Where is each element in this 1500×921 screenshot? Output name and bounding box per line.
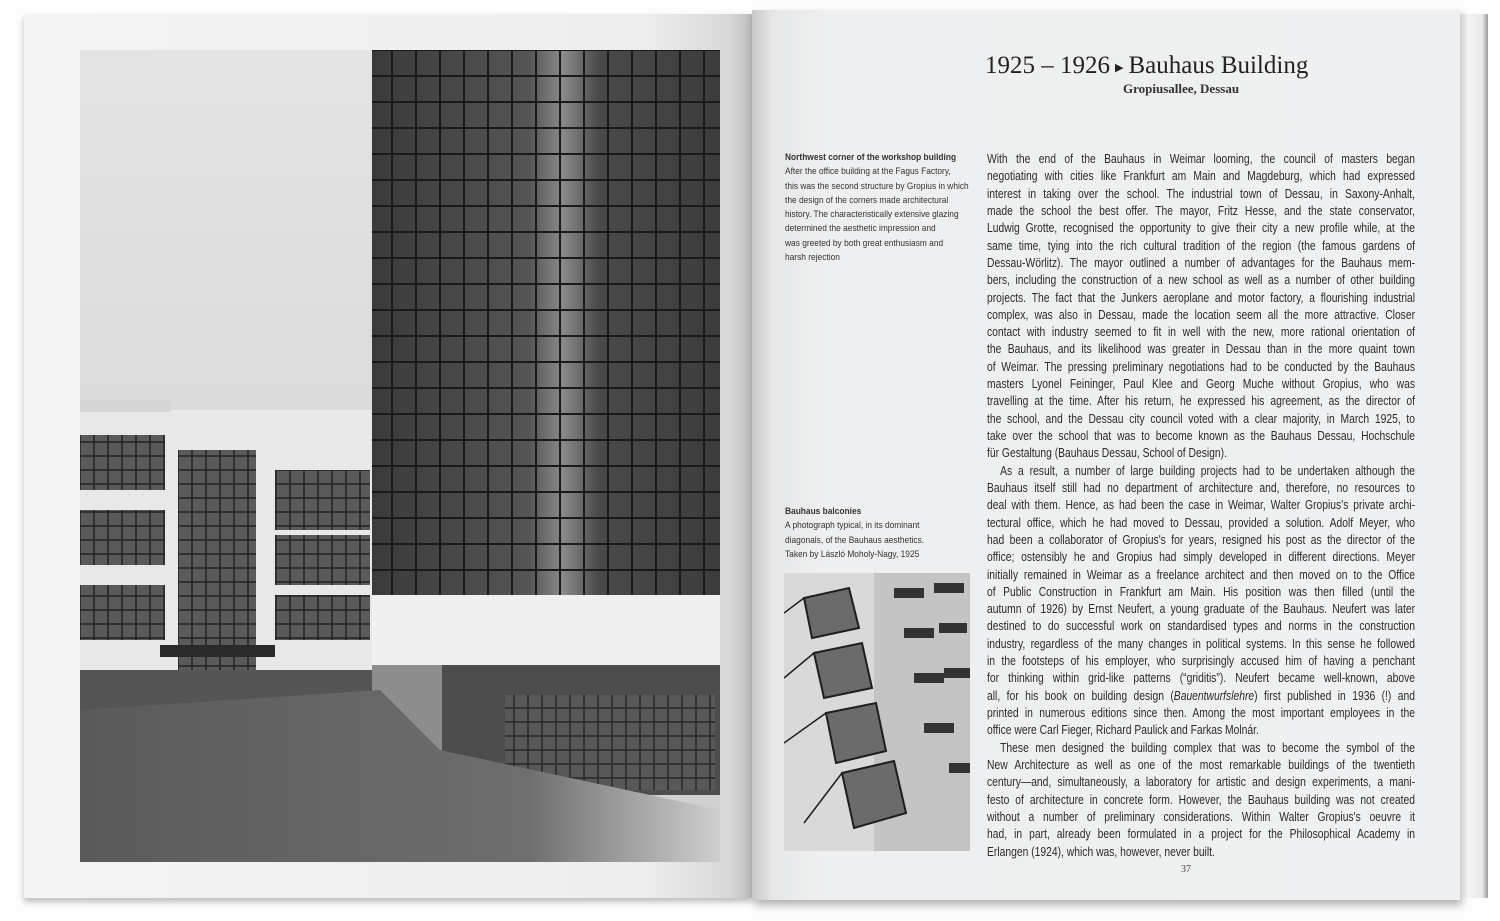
caption-line: A photograph typical, in its dominant — [785, 520, 920, 531]
photo-bauhaus-balconies — [784, 573, 970, 851]
body-line: Bauhaus itself still had no department of architecture and, therefore, no resources to — [987, 480, 1416, 495]
triangle-right-icon: ▶ — [1115, 61, 1124, 74]
body-line: century—and, simultaneously, a laboratory for artistic and design experiments, a mani- — [987, 775, 1416, 790]
body-line: the Bauhaus, and its likelihood was greater in Dessau than in the more quaint town — [987, 342, 1416, 357]
caption-heading: Northwest corner of the workshop building — [785, 152, 957, 162]
body-line: destined to do successful work on standardised types and norms in the construction — [987, 619, 1416, 634]
body-line: travelling at the time. After his return, he expressed his agreement, as the director of — [987, 394, 1416, 409]
body-line: für Gestaltung (Bauhaus Dessau, School of Design). — [987, 446, 1227, 461]
body-line: interest in taking over the school. The industrial town of Dessau, in Saxony-Anhalt, — [987, 186, 1416, 201]
line-segment: ) first published in 1936 (!) and — [1254, 688, 1416, 703]
body-line: had been a collaborator of Gropius's for years, resigned his post as the director of the — [987, 532, 1416, 547]
page-subtitle: Gropiusallee, Dessau — [1123, 81, 1240, 96]
body-line: autumn of 1926) by Ernst Neufert, a young graduate of the Bauhaus. Neufert was later — [987, 602, 1416, 617]
body-text — [987, 151, 1415, 861]
book-title-italic: Bauentwurfslehre — [1173, 688, 1255, 703]
caption-heading: Bauhaus balconies — [785, 506, 862, 516]
body-line: in the footsteps of his employer, who surprisingly accused him of having a penchant — [987, 654, 1416, 669]
body-line: of Public Construction in Frankfurt am Main. His position was then filled (until the — [987, 584, 1416, 599]
caption-line: history. The characteristically extensive glazing — [785, 209, 959, 220]
body-line: for thinking within grid-like patterns (“griditis”). Neufert became well-known, above — [987, 671, 1416, 686]
body-line: masters Lyonel Feininger, Paul Klee and Georg Muche without Gropius, who was — [987, 377, 1416, 392]
title-text: Bauhaus Building — [1128, 52, 1309, 79]
body-line: complex, was also in Dessau, made the location seem all the more attractive. Closer — [987, 307, 1416, 322]
caption-line: Taken by László Moholy-Nagy, 1925 — [785, 548, 920, 559]
body-line: same time, tying into the rich cultural tradition of the region (the famous gardens of — [987, 238, 1416, 253]
body-line: New Architecture as well as one of the most remarkable buildings of the twentieth — [987, 757, 1416, 772]
caption-line: diagonals, of the Bauhaus aesthetics. — [785, 534, 925, 545]
body-line — [987, 688, 1415, 705]
photo-workshop-building — [80, 50, 720, 862]
body-line: These men designed the building complex that was to become the symbol of the — [1000, 740, 1416, 755]
page-number: 37 — [1181, 864, 1191, 875]
body-line: take over the school that was to become known as the Bauhaus Dessau, Hochschule — [987, 429, 1416, 443]
body-line: negotiating with cities like Frankfurt am Main and Magdeburg, which had expressed — [987, 169, 1416, 184]
caption-line: the design of the corners made architectural — [785, 194, 949, 205]
body-line: bers, including the construction of a new school as well as a number of other building — [987, 273, 1416, 288]
line-segment: all, for his book on building design ( — [987, 688, 1174, 703]
body-line: printed in numerous editions since then. Among the most important employees in the — [987, 706, 1416, 720]
body-line: Ludwig Grotte, recognised the opportunity to give their city a new profile while, at the — [987, 221, 1416, 236]
caption-line: determined the aesthetic impression and — [785, 223, 936, 234]
body-line: office; ostensibly he and Gropius had simply developed in different directions. Meyer — [987, 550, 1416, 565]
title-years: 1925 – 1926 — [985, 52, 1110, 79]
body-line: deal with them. Hence, as had been the case in Weimar, Walter Gropius's private archi- — [987, 498, 1416, 513]
body-line: industry, regardless of the many changes in political systems. In this sense he followed — [987, 636, 1416, 651]
body-line: tectural office, which he had moved to Dessau, provided a solution. Adolf Meyer, who — [987, 515, 1416, 530]
body-line: the school, and the Dessau city council voted with a clear majority, in March 1925, to — [987, 411, 1416, 426]
caption-workshop-building — [785, 150, 970, 264]
caption-line: After the office building at the Fagus Factory, — [785, 166, 951, 177]
body-line: Erlangen (1924), which was, however, never built. — [987, 844, 1215, 859]
body-line: projects. The fact that the Junkers aeroplane and motor factory, a flourishing industrial — [987, 290, 1416, 305]
body-line: made the school the best offer. The mayor, Fritz Hesse, and the state conservator, — [987, 203, 1416, 218]
caption-line: this was the second structure by Gropius in which — [785, 180, 969, 191]
body-line: With the end of the Bauhaus in Weimar looming, the council of masters began — [987, 152, 1416, 166]
body-line: without a number of preliminary considerations. Within Walter Gropius's oeuvre it — [987, 809, 1416, 824]
body-line: contact with industry seemed to fit in well with the new, more rational orientation of — [987, 325, 1416, 340]
caption-line: was greeted by both great enthusiasm and — [785, 237, 944, 248]
caption-line: harsh rejection — [785, 252, 840, 263]
body-line: Dessau-Wörlitz). The mayor outlined a number of advantages for the Bauhaus mem- — [987, 255, 1416, 270]
page-edge — [1460, 14, 1488, 898]
body-line: As a result, a number of large building projects had to be undertaken although the — [1000, 463, 1416, 478]
body-line: office were Carl Fieger, Richard Paulick and Farkas Molnár. — [987, 723, 1259, 738]
body-line: had, in part, already been formulated in a project for the Philosophical Academy in — [987, 827, 1416, 842]
caption-balconies — [785, 504, 970, 561]
body-line: festo of architecture in concrete form. However, the Bauhaus building was not created — [987, 792, 1416, 807]
page-title — [985, 52, 1308, 80]
body-line: initially remained in Weimar as a freelance architect and then moved on to the Office — [987, 567, 1416, 582]
body-line: of Weimar. The pressing preliminary negotiations had to be conducted by the Bauhaus — [987, 359, 1416, 374]
